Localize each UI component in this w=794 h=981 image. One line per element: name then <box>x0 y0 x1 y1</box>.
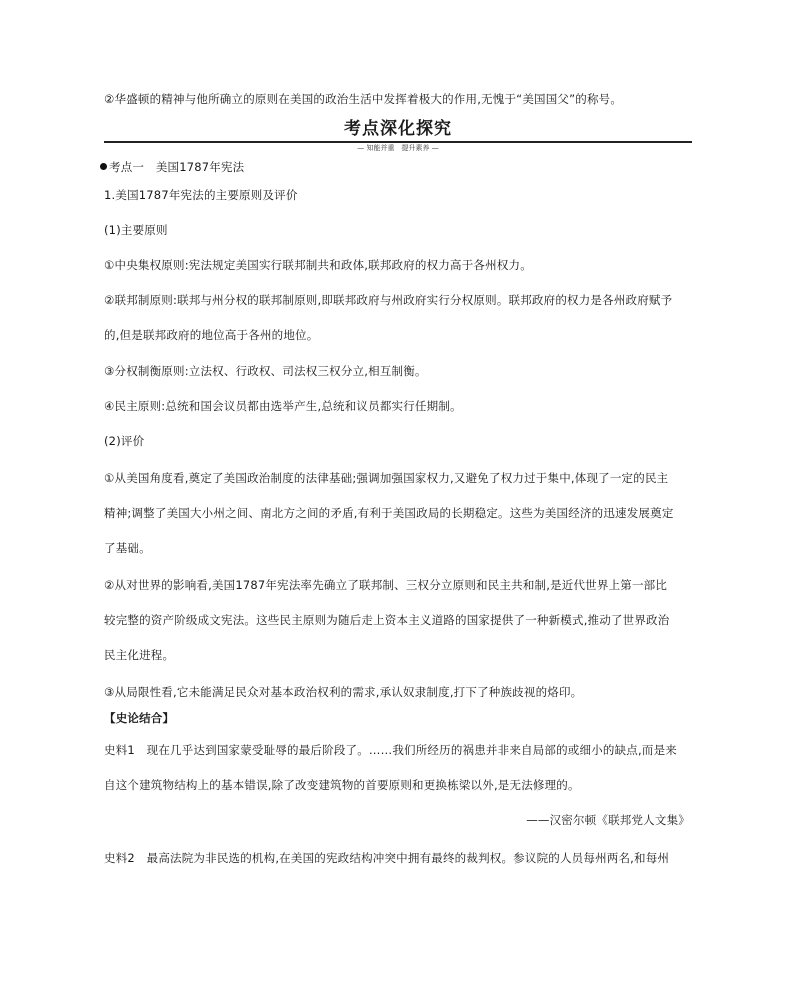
evaluation-1-line2: 精神;调整了美国大小州之间、南北方之间的矛盾,有利于美国政局的长期稳定。这些为美国经济的迅速发展奠定 <box>104 506 674 520</box>
subheading-principles: (1)主要原则 <box>104 223 168 237</box>
source-1-line2: 自这个建筑物结构上的基本错误,除了改变建筑物的首要原则和更换栋梁以外,是无法修理的。 <box>104 778 580 792</box>
source-1-attribution: ——汉密尔顿《联邦党人文集》 <box>526 813 690 827</box>
evaluation-2-line3: 民主化进程。 <box>104 648 175 662</box>
evaluation-3: ③从局限性看,它未能满足民众对基本政治权利的需求,承认奴隶制度,打下了种族歧视的烙印。 <box>104 685 583 699</box>
evaluation-2-line1: ②从对世界的影响看,美国1787年宪法率先确立了联邦制、三权分立原则和民主共和制,是近代世界上第一部比 <box>104 578 668 592</box>
kaodian-heading <box>100 159 700 175</box>
principle-2-line1: ②联邦制原则:联邦与州分权的联邦制原则,即联邦政府与州政府实行分权原则。联邦政府的权力是各州政府赋予 <box>104 293 673 307</box>
section-title: 考点深化探究 <box>104 119 692 139</box>
intro-paragraph: ②华盛顿的精神与他所确立的原则在美国的政治生活中发挥着极大的作用,无愧于“美国国父”的称号。 <box>104 92 623 106</box>
principle-1: ①中央集权原则:宪法规定美国实行联邦制共和政体,联邦政府的权力高于各州权力。 <box>104 258 532 272</box>
evaluation-1-line3: 了基础。 <box>104 541 151 555</box>
heading-1: 1.美国1787年宪法的主要原则及评价 <box>104 188 298 202</box>
section-divider <box>104 141 692 143</box>
kaodian-label: 考点一 <box>109 160 145 174</box>
kaodian-topic: 美国1787年宪法 <box>155 160 245 174</box>
evaluation-1-line1: ①从美国角度看,奠定了美国政治制度的法律基础;强调加强国家权力,又避免了权力过于集中,体现了一定的民主 <box>104 471 669 485</box>
subheading-evaluation: (2)评价 <box>104 434 145 448</box>
principle-3: ③分权制衡原则:立法权、行政权、司法权三权分立,相互制衡。 <box>104 364 427 378</box>
shilun-heading: 【史论结合】 <box>104 711 175 725</box>
principle-4: ④民主原则:总统和国会议员都由选举产生,总统和议员都实行任期制。 <box>104 399 462 413</box>
bullet-icon <box>100 163 107 170</box>
section-subtitle: — 知能并重 提升素养 — <box>104 144 692 153</box>
source-2-line1: 史料2 最高法院为非民选的机构,在美国的宪政结构冲突中拥有最终的裁判权。参议院的人员每州两名,和每州 <box>104 851 670 865</box>
section-header <box>104 119 692 155</box>
principle-2-line2: 的,但是联邦政府的地位高于各州的地位。 <box>104 328 319 342</box>
evaluation-2-line2: 较完整的资产阶级成文宪法。这些民主原则为随后走上资本主义道路的国家提供了一种新模式,推动了世界政治 <box>104 613 670 627</box>
source-1-line1: 史料1 现在几乎达到国家蒙受耻辱的最后阶段了。……我们所经历的祸患并非来自局部的或细小的缺点,而是来 <box>104 743 677 757</box>
